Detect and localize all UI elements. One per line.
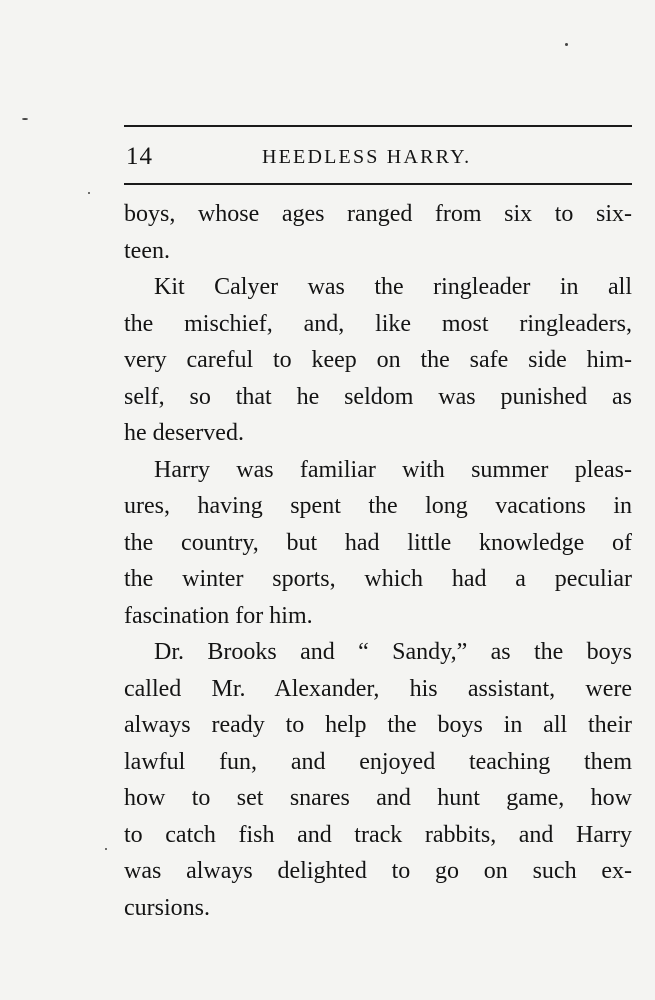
text-line: Dr. Brooks and “ Sandy,” as the boys: [154, 639, 632, 665]
running-head: [124, 140, 632, 176]
text-line: cursions.: [124, 894, 210, 921]
running-title: HEEDLESS HARRY.: [262, 146, 472, 168]
text-line: ures, having spent the long vacations in: [124, 493, 632, 519]
text-line: the country, but had little knowledge of: [124, 529, 632, 556]
scan-speck: [565, 43, 568, 46]
scan-speck: [105, 848, 107, 850]
body-text: [124, 196, 632, 926]
text-line: called Mr. Alexander, his assistant, were: [124, 675, 632, 702]
text-line: was always delighted to go on such ex-: [124, 858, 632, 884]
text-line: always ready to help the boys in all their: [124, 712, 632, 738]
text-line: very careful to keep on the safe side him-: [124, 347, 632, 373]
text-line: boys, whose ages ranged from six to six-: [124, 201, 632, 227]
text-line: he deserved.: [124, 420, 244, 446]
text-line: fascination for him.: [124, 602, 313, 629]
page-number: 14: [126, 143, 153, 170]
scan-speck: [88, 192, 90, 194]
text-line: how to set snares and hunt game, how: [124, 785, 632, 811]
text-line: teen.: [124, 237, 170, 264]
text-line: Kit Calyer was the ringleader in all: [154, 274, 632, 300]
text-line: to catch fish and track rabbits, and Harry: [124, 821, 632, 848]
header-rule-bottom: [124, 183, 632, 185]
header-rule-top: [124, 125, 632, 127]
text-line: self, so that he seldom was punished as: [124, 383, 632, 410]
scan-speck: [22, 118, 28, 120]
text-line: the winter sports, which had a peculiar: [124, 566, 632, 592]
text-line: Harry was familiar with summer pleas-: [154, 456, 632, 483]
text-line: the mischief, and, like most ringleaders,: [124, 310, 632, 337]
text-line: lawful fun, and enjoyed teaching them: [124, 748, 632, 775]
